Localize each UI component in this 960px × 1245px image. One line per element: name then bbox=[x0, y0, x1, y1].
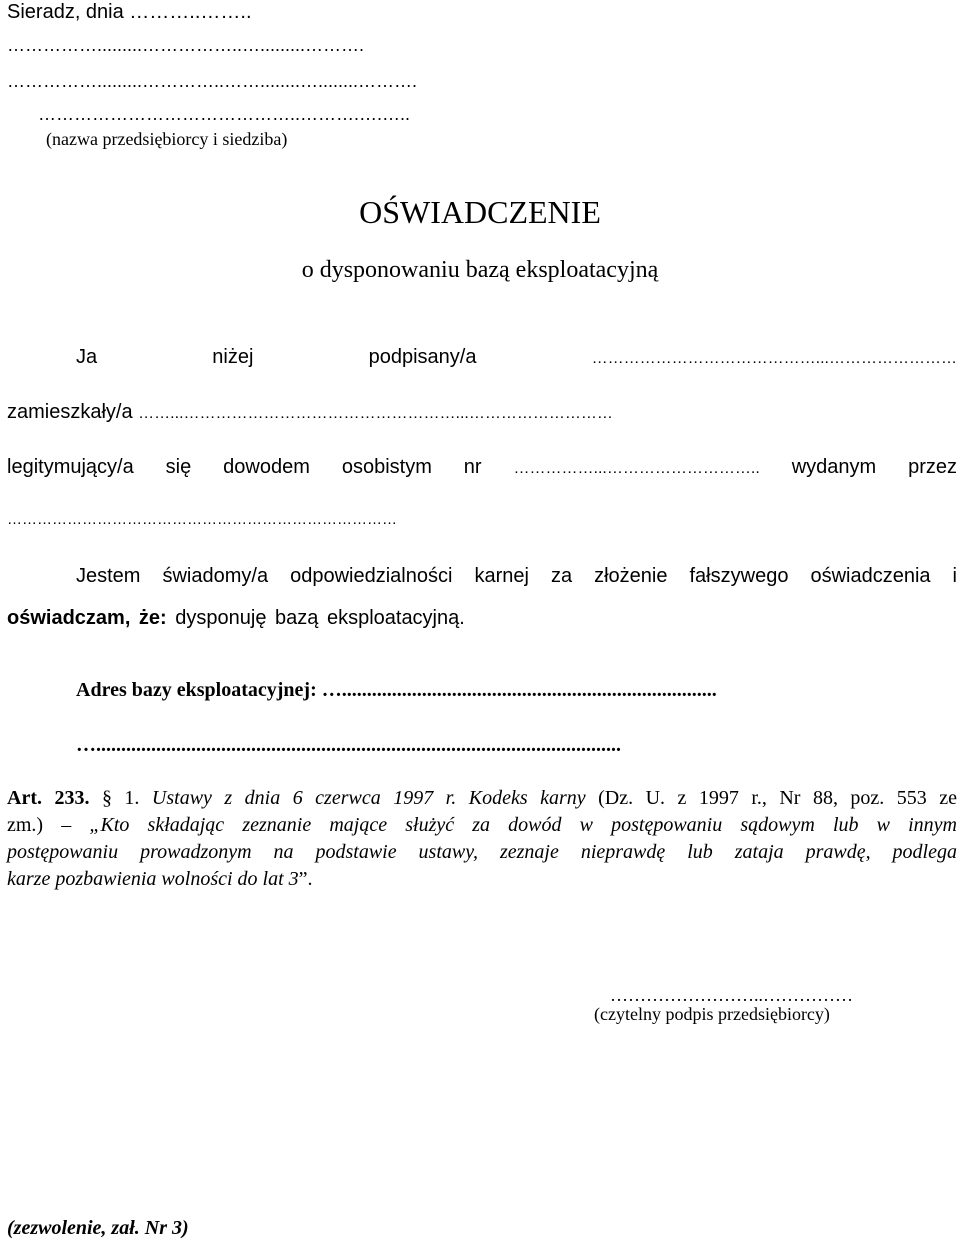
entrepreneur-line-3: ……………………………………..……….….….. bbox=[38, 104, 411, 124]
id-number-field: ……………...……………………….. bbox=[513, 460, 760, 477]
statement-line-2 bbox=[7, 608, 465, 628]
statement-declare-rest: dysponuję bazą eksploatacyjną. bbox=[175, 607, 465, 629]
signature-caption: (czytelny podpis przedsiębiorcy) bbox=[594, 1004, 830, 1024]
page-title: OŚWIADCZENIE bbox=[359, 194, 601, 230]
entrepreneur-line-1: …………….........……………..….........………. bbox=[7, 35, 365, 55]
legal-article: Art. 233. bbox=[7, 787, 90, 809]
residence-label: zamieszkały/a bbox=[7, 401, 133, 423]
id-document-line: legitymujący/a się dowodem osobistym nr ……………...……………………….. wydanym przez bbox=[7, 456, 958, 478]
legal-line-4: karze pozbawienia wolności do lat 3”. bbox=[7, 868, 313, 890]
legal-act-title: Ustawy z dnia 6 czerwca 1997 r. Kodeks karny bbox=[151, 787, 586, 809]
declarant-name-field: ……………………………………...…………………… bbox=[591, 350, 957, 367]
entrepreneur-caption: (nazwa przedsiębiorcy i siedziba) bbox=[46, 129, 288, 149]
issuer-field: …………………………………………………………………… bbox=[7, 511, 397, 528]
base-address-field: …........................................................................... bbox=[321, 679, 717, 701]
residence-line bbox=[7, 402, 613, 422]
legal-line-2: zm.) – „Kto składając zeznanie mające służyć za dowód w postępowaniu sądowym lub w innym bbox=[7, 814, 957, 836]
statement-line-1: Jestem świadomy/a odpowiedzialności karnej za złożenie fałszywego oświadczenia i bbox=[76, 565, 957, 587]
legal-line-1 bbox=[7, 788, 957, 808]
signature-field: ……………………..…………… bbox=[610, 985, 853, 1005]
base-address-field-2: …......................................................................................................... bbox=[76, 734, 621, 756]
entrepreneur-line-2: …………….........…………..……........…........………. bbox=[7, 71, 418, 91]
legal-act-reference: (Dz. U. z 1997 r., Nr 88, poz. 553 ze bbox=[598, 787, 958, 809]
declarant-name-line: Ja niżej podpisany/a ……………………………………...…………………… bbox=[76, 346, 957, 368]
legal-line-3: postępowaniu prowadzonym na podstawie ustawy, zeznaje nieprawdę lub zataja prawdę, podlega bbox=[7, 841, 957, 863]
residence-field: ……...……………………………………………...……………………… bbox=[138, 405, 613, 422]
base-address-label: Adres bazy eksploatacyjnej: bbox=[76, 679, 317, 701]
statement-declare-bold: oświadczam, że: bbox=[7, 607, 167, 629]
base-address-line bbox=[76, 680, 717, 700]
footer-note: (zezwolenie, zał. Nr 3) bbox=[7, 1217, 189, 1239]
page-subtitle: o dysponowaniu bazą eksploatacyjną bbox=[301, 257, 659, 283]
place-date: Sieradz, dnia ………..…….. bbox=[7, 1, 252, 23]
legal-paragraph: § 1. bbox=[101, 787, 140, 809]
